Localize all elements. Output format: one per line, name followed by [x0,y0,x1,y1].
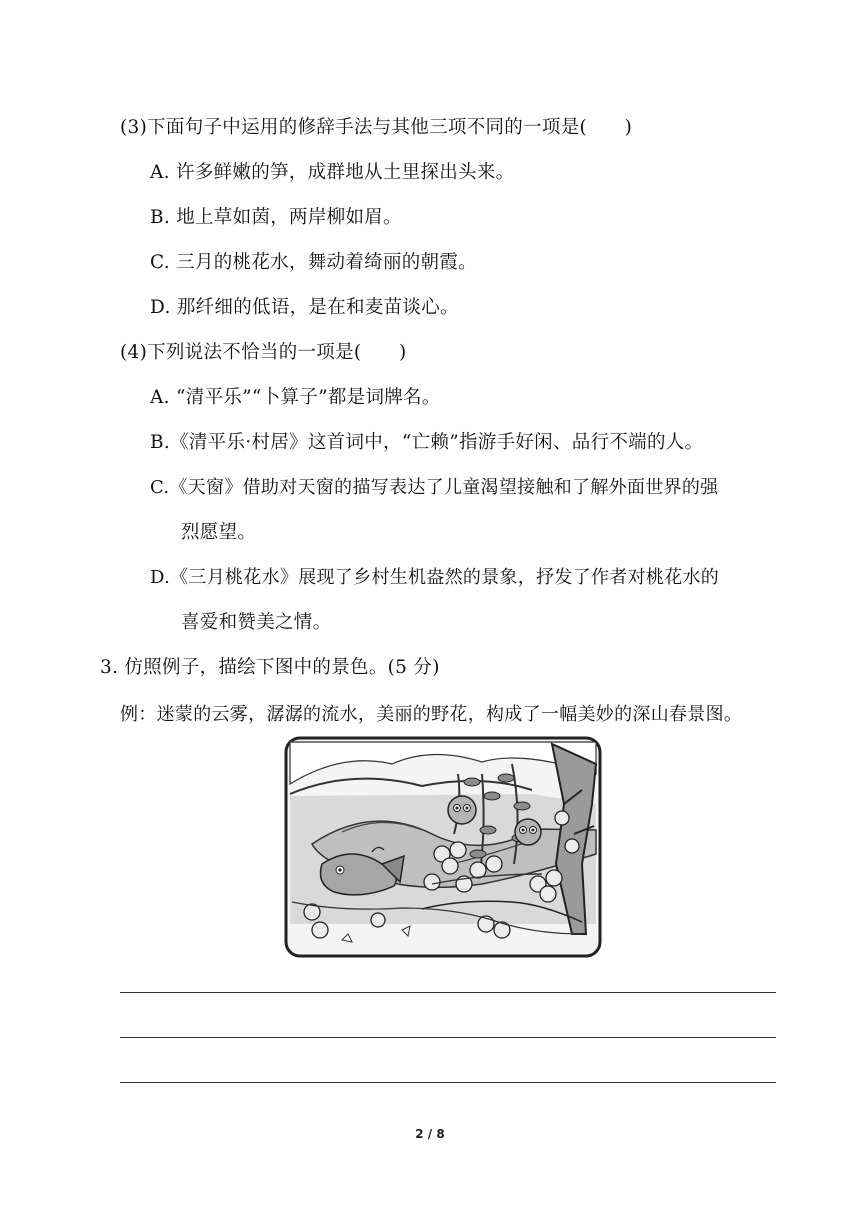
question-3-option-b: B. 地上草如茵，两岸柳如眉。 [150,207,402,228]
question-4-option-d-line2: 喜爱和赞美之情。 [181,612,332,633]
page-number: 2 / 8 [415,1127,445,1141]
question-3-option-c: C. 三月的桃花水，舞动着绮丽的朝霞。 [150,252,477,273]
question-4-option-b: B.《清平乐·村居》这首词中，“亡赖”指游手好闲、品行不端的人。 [150,432,704,453]
question-5-example: 例：迷蒙的云雾，潺潺的流水，美丽的野花，构成了一幅美妙的深山春景图。 [120,704,743,725]
question-4-stem: (4)下列说法不恰当的一项是( ) [120,342,407,363]
question-4-option-c-line1: C.《天窗》借助对天窗的描写表达了儿童渴望接触和了解外面世界的强 [150,477,719,498]
question-4-option-c-line2: 烈愿望。 [181,522,257,543]
question-4-option-d-line1: D.《三月桃花水》展现了乡村生机盎然的景象，抒发了作者对桃花水的 [150,567,720,588]
answer-line-3[interactable] [120,1082,776,1083]
answer-line-1[interactable] [120,992,776,993]
question-3-option-a: A. 许多鲜嫩的笋，成群地从土里探出头来。 [150,162,515,183]
question-5-stem: 3. 仿照例子，描绘下图中的景色。(5 分) [100,657,440,678]
question-4-option-a: A. “清平乐”“卜算子”都是词牌名。 [150,387,441,408]
question-3-option-d: D. 那纤细的低语，是在和麦苗谈心。 [150,297,459,318]
answer-line-2[interactable] [120,1037,776,1038]
question-3-stem: (3)下面句子中运用的修辞手法与其他三项不同的一项是( ) [120,117,633,138]
spring-scene-illustration [282,734,604,960]
